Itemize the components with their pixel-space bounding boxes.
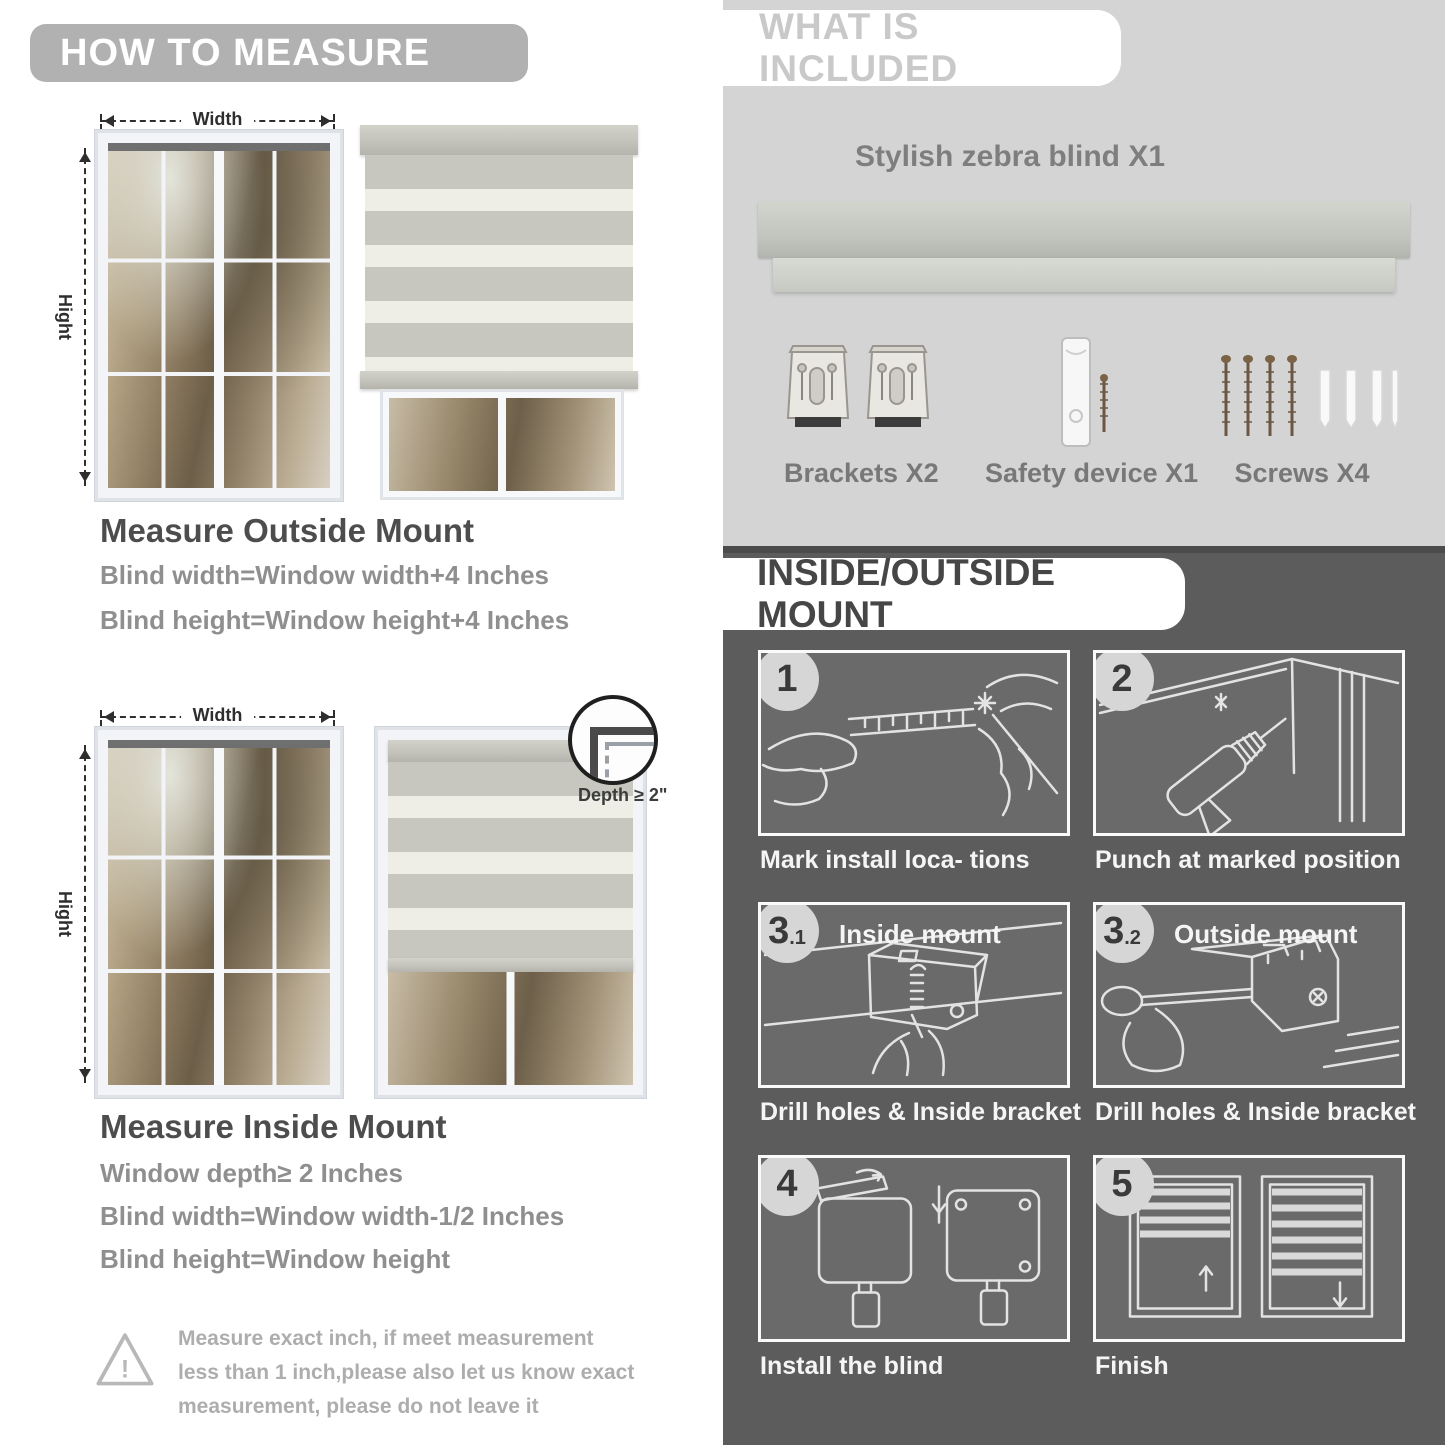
arrow-down-icon [79,472,91,488]
outside-height-formula: Blind height=Window height+4 Inches [100,605,570,635]
step-3-1-badge: 3 .1 [758,902,819,963]
blind-bottom-rail [360,371,638,389]
height-dimension-arrow [55,148,86,486]
step-3-2-panel [1093,902,1405,1088]
step-4-badge: 4 [758,1155,819,1216]
step-3-1-title: Inside mount [839,919,1001,949]
height-label: Hight [54,881,75,947]
step-4-panel [758,1155,1070,1342]
window-photo-inside [95,727,343,1098]
step-2-caption: Punch at marked position [1095,846,1401,874]
zebra-blind-outside-figure [360,125,638,497]
inside-outside-mount-title: INSIDE/OUTSIDE MOUNT [757,552,1056,635]
outside-width-formula: Blind width=Window width+4 Inches [100,560,549,590]
blind-bottom-rail [388,958,633,972]
width-label: Width [181,109,255,130]
width-dimension-arrow-2 [100,705,335,725]
step-3-2-title: Outside mount [1174,919,1358,949]
svg-text:!: ! [120,1356,130,1384]
what-is-included-header [723,6,1121,89]
blind-shade [365,155,633,371]
step-1-panel [758,650,1070,836]
window-glass [108,143,330,488]
step-4-caption: Install the blind [760,1352,944,1380]
inside-mount-title: Measure Inside Mount [100,1108,447,1145]
width-label: Width [181,705,255,726]
window-under-blind [388,972,633,1085]
blind-headrail-image [758,202,1410,258]
step-5-caption: Finish [1095,1352,1169,1380]
safety-device-image [1058,336,1118,450]
brackets-image [784,342,934,438]
blind-headrail-underside [773,258,1395,292]
step-3-2-caption: Drill holes & Inside bracket [1095,1098,1416,1126]
step-3-2-badge: 3 .2 [1093,902,1154,963]
how-to-measure-title: HOW TO MEASURE [60,31,431,74]
how-to-measure-header [30,24,528,82]
step-5-panel [1093,1155,1405,1342]
step-5-badge: 5 [1093,1155,1154,1216]
warning-triangle-icon [94,1326,156,1394]
screws-label: Screws X4 [1234,458,1370,488]
step-2-panel [1093,650,1405,836]
window-photo-outside [95,130,343,501]
screws-anchors-image [1218,348,1400,444]
step-2-badge: 2 [1093,650,1154,711]
inside-outside-mount-header [723,552,1185,635]
outside-mount-title: Measure Outside Mount [100,512,475,549]
depth-label: Depth ≥ 2" [578,785,668,805]
depth-magnifier-icon [568,695,658,785]
inside-height-formula: Blind height=Window height [100,1244,450,1274]
height-dimension-arrow-2 [55,745,86,1083]
arrow-up-icon [79,146,91,162]
inside-width-formula: Blind width=Window width-1/2 Inches [100,1201,565,1231]
what-is-included-title: WHAT IS INCLUDED [759,6,959,89]
step-1-caption: Mark install loca- tions [760,846,1030,874]
window-under-blind [380,389,624,500]
measure-note: Measure exact inch, if meet measurement less than 1 inch,please also let us know exact measurement, please do not leave it [178,1327,635,1418]
arrow-up-icon [79,743,91,759]
blind-cassette [360,125,638,155]
brackets-label: Brackets X2 [784,458,939,488]
width-dimension-arrow [100,109,335,129]
step-3-1-caption: Drill holes & Inside bracket [760,1098,1081,1126]
step-3-1-panel [758,902,1070,1088]
blind-quantity-label: Stylish zebra blind X1 [854,140,1166,173]
safety-device-label: Safety device X1 [985,458,1199,488]
step-1-badge: 1 [758,650,819,711]
height-label: Hight [54,284,75,350]
arrow-down-icon [79,1069,91,1085]
inside-depth-formula: Window depth≥ 2 Inches [100,1158,403,1188]
